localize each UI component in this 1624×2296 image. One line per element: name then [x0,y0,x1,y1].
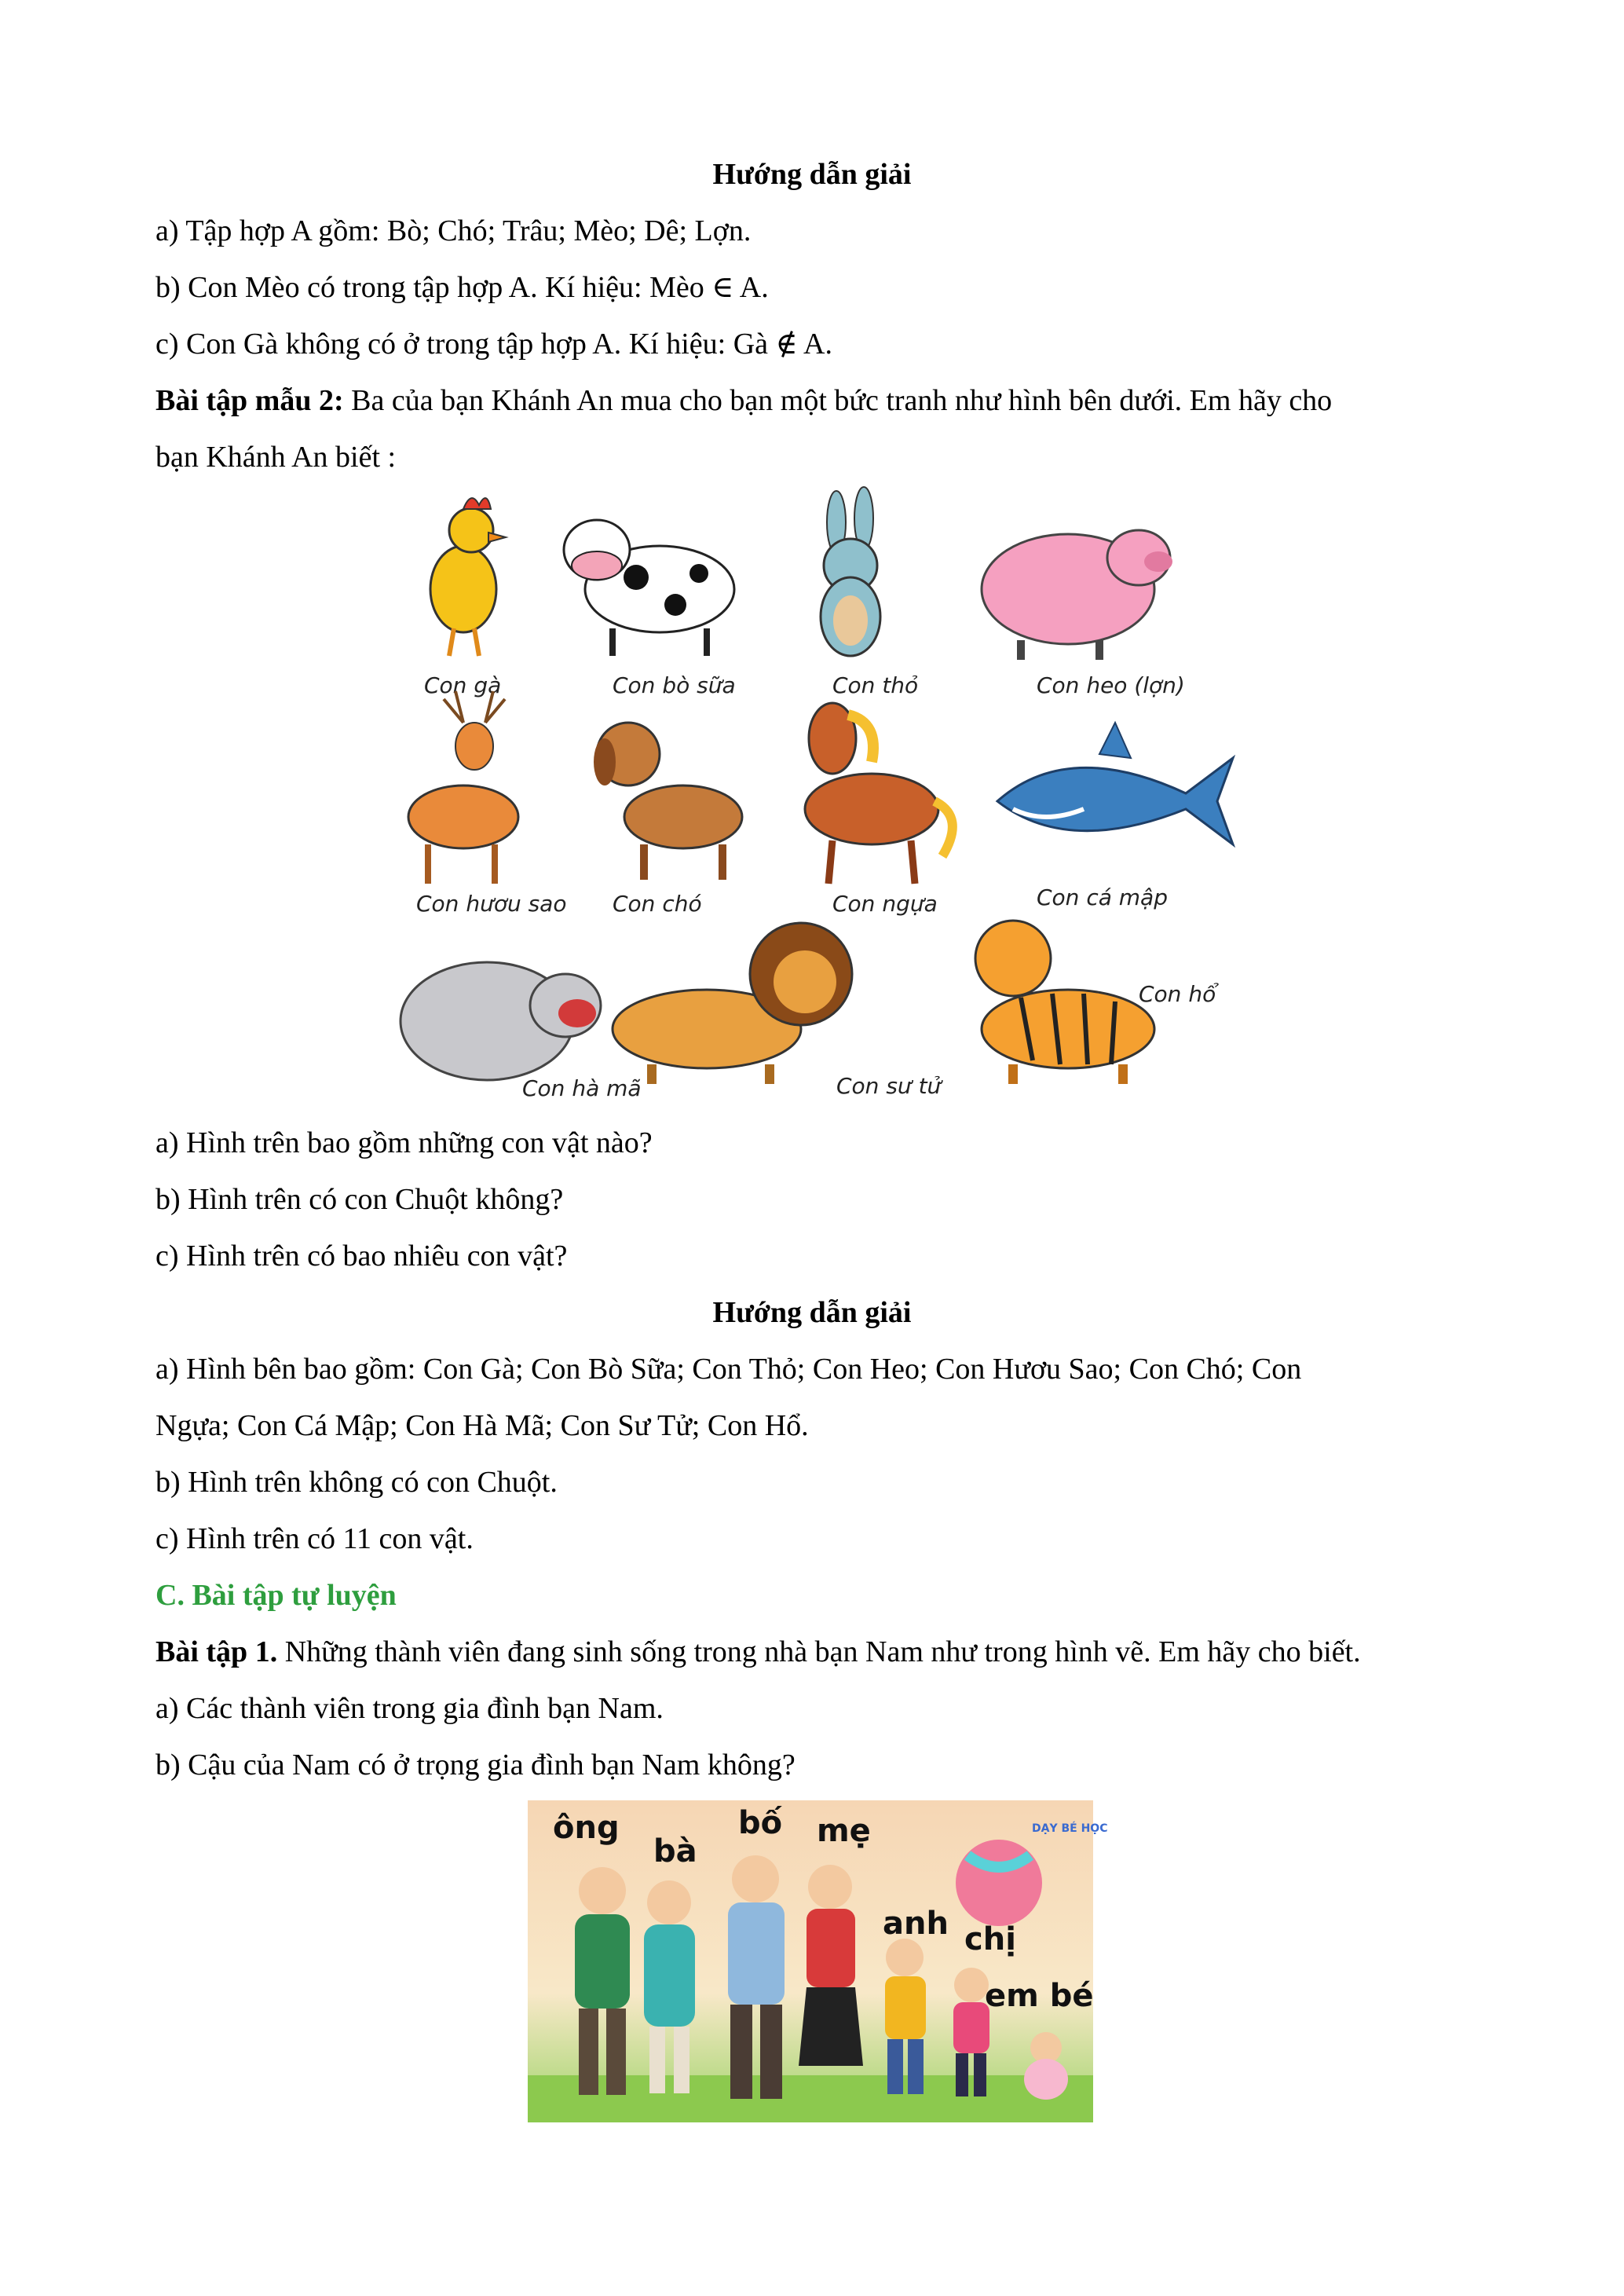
label-mother: mẹ [817,1813,871,1849]
label-grandma: bà [653,1833,697,1869]
answer-b-1: b) Con Mèo có trong tập hợp A. Kí hiệu: Mèo ∈ A. [155,271,769,304]
pig-image [982,530,1172,660]
question-c: c) Hình trên có bao nhiêu con vật? [155,1240,568,1273]
caption-lion: Con sư tử [836,1073,942,1099]
example-2-line-1 [155,382,1332,419]
answer-c-2: c) Hình trên có 11 con vật. [155,1522,474,1555]
rabbit-image [821,487,880,656]
label-baby: em bé [985,1978,1094,2014]
exercise-1-label: Bài tập 1. [155,1635,278,1668]
example-2-text: Ba của bạn Khánh An mua cho bạn một bức tranh như hình bên dưới. Em hãy cho [343,384,1333,417]
chicken-image [430,498,506,656]
animal-figure [393,487,1241,1115]
caption-shark: Con cá mập [1037,884,1168,910]
family-figure [528,1800,1108,2122]
answer-c-1: c) Con Gà không có ở trong tập hợp A. Kí hiệu: Gà ∉ A. [155,328,832,361]
cow-image [564,520,734,656]
answer-a-2-line-2: Ngựa; Con Cá Mập; Con Hà Mã; Con Sư Tử; Con Hổ. [155,1409,809,1442]
horse-image [805,703,953,884]
solution-heading-2: Hướng dẫn giải [712,1296,912,1329]
balloon-image [956,1840,1042,1926]
label-grandpa: ông [553,1810,620,1846]
deer-image [408,691,518,884]
solution-heading-1: Hướng dẫn giải [712,158,912,191]
caption-deer: Con hươu sao [416,891,567,917]
label-brother: anh [883,1906,949,1942]
label-father: bố [738,1805,783,1841]
question-b: b) Hình trên có con Chuột không? [155,1183,564,1216]
caption-cow: Con bò sữa [613,672,736,698]
example-2-label: Bài tập mẫu 2: [155,384,344,417]
answer-a-1: a) Tập hợp A gồm: Bò; Chó; Trâu; Mèo; Dê; Lợn. [155,214,752,247]
label-sister: chị [964,1921,1016,1957]
lion-image [613,923,852,1084]
exercise-1-text: Những thành viên đang sinh sống trong nhà bạn Nam như trong hình vẽ. Em hãy cho biết. [277,1635,1361,1668]
shark-image [997,723,1233,844]
dog-image [594,723,742,880]
exercise-1-line [155,1633,1361,1671]
exercise-1-question-b: b) Cậu của Nam có ở trọng gia đình bạn Nam không? [155,1749,796,1782]
caption-hippo: Con hà mã [522,1075,642,1101]
hippo-image [401,962,601,1080]
section-c-title: C. Bài tập tự luyện [155,1579,397,1612]
caption-rabbit: Con thỏ [832,672,919,698]
question-a: a) Hình trên bao gồm những con vật nào? [155,1126,653,1159]
answer-b-2: b) Hình trên không có con Chuột. [155,1466,558,1499]
caption-pig: Con heo (lợn) [1037,672,1185,698]
exercise-1-question-a: a) Các thành viên trong gia đình bạn Nam. [155,1692,664,1725]
logo-text: DẠY BÉ HỌC [1032,1822,1108,1835]
answer-a-2-line-1: a) Hình bên bao gồm: Con Gà; Con Bò Sữa; Con Thỏ; Con Heo; Con Hươu Sao; Con Chó; Con [155,1353,1302,1386]
caption-horse: Con ngựa [832,891,938,917]
example-2-line-2: bạn Khánh An biết : [155,441,397,474]
caption-chicken: Con gà [424,672,502,698]
caption-dog: Con chó [613,891,702,917]
tiger-image [975,921,1154,1084]
caption-tiger: Con hổ [1139,981,1216,1007]
